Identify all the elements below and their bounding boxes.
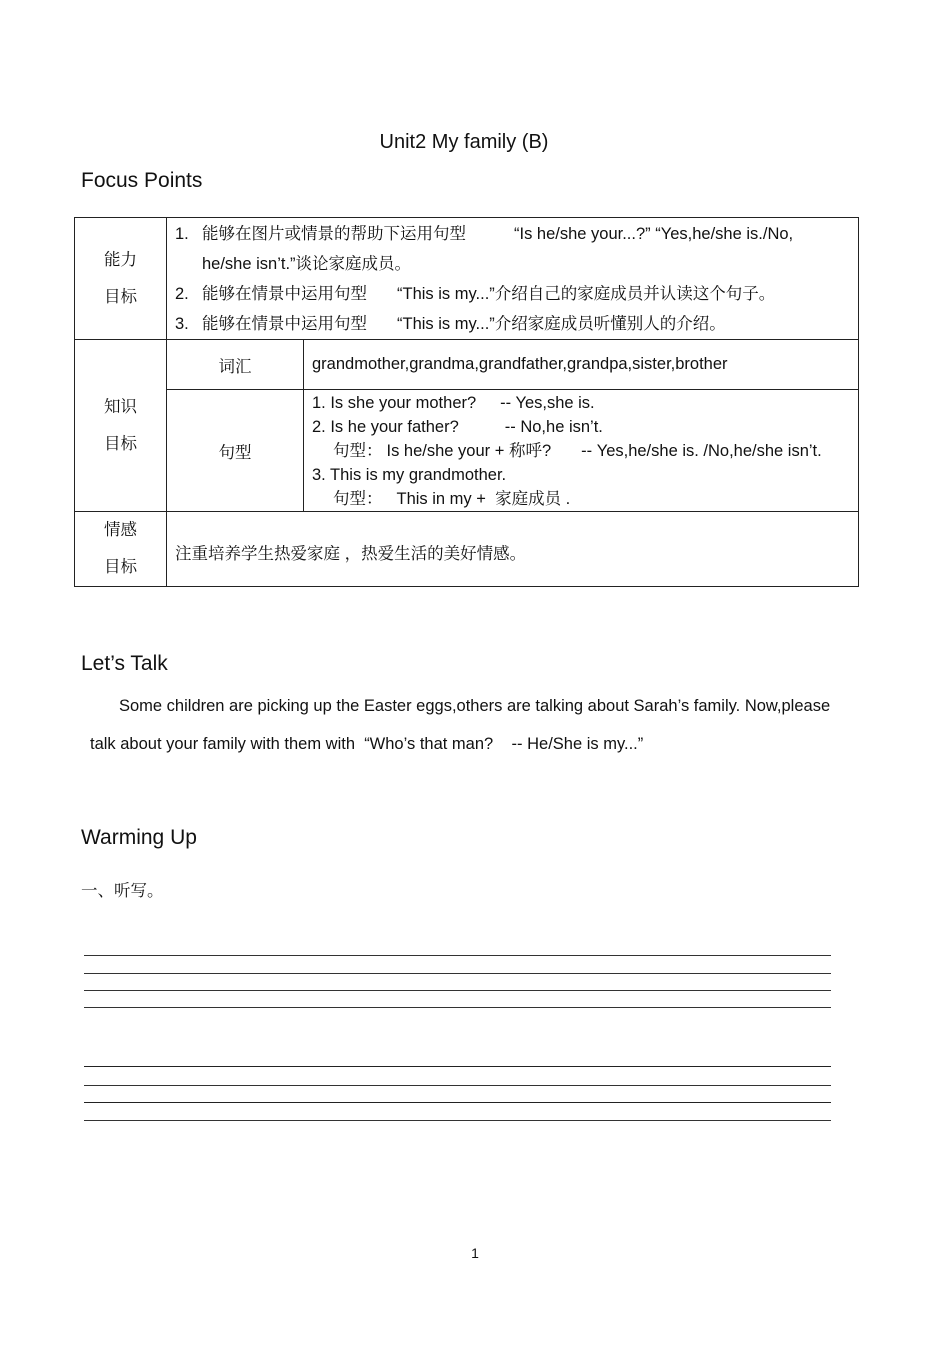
warming-up-heading: Warming Up [81, 826, 197, 849]
sentence-2-pattern-label: 句型： [333, 442, 383, 460]
emotion-text: 注重培养学生热爱家庭 ，热爱生活的美好情感。 [167, 512, 859, 587]
ability-row [75, 218, 859, 340]
knowledge-label-1: 知识 [104, 397, 137, 416]
vocab-label: 词汇 [167, 340, 304, 390]
writing-line [84, 1102, 831, 1103]
ability-item-1-continued: he/she isn’t.”谈论家庭成员。 [202, 254, 412, 273]
knowledge-row-sentences [75, 390, 859, 512]
ability-item-3-number: 3. [175, 314, 189, 333]
ability-item-1 [167, 219, 858, 249]
sentence-2-question: 2. Is he your father? [312, 418, 459, 436]
lets-talk-paragraph [90, 687, 890, 763]
page-title: Unit2 My family (B) [379, 131, 549, 153]
focus-points-heading: Focus Points [81, 169, 203, 192]
ability-label-cell [75, 218, 167, 340]
ability-item-1-text: 能够在图片或情景的帮助下运用句型 [202, 224, 466, 243]
sentence-1-answer: -- Yes,she is. [500, 394, 595, 412]
emotion-label-cell [75, 512, 167, 587]
sentence-2 [304, 415, 858, 439]
ability-item-2-text: 能够在情景中运用句型 [202, 284, 367, 303]
ability-item-3 [167, 309, 858, 339]
sentence-2-pattern [304, 439, 858, 463]
lets-talk-heading: Let’s Talk [81, 652, 168, 675]
writing-line [84, 1007, 831, 1008]
ability-item-2-pattern: “This is my...”介绍自己的家庭成员并认读这个句子。 [397, 284, 776, 303]
dictation-item: 一、听写。 [81, 882, 164, 900]
sentence-2-answer: -- No,he isn’t. [504, 418, 603, 436]
sentence-2-pattern-text: Is he/she your + 称呼? [386, 442, 552, 460]
lets-talk-line-1: Some children are picking up the Easter eggs,others are talking about Sarah’s family. Now,please [119, 697, 831, 715]
focus-points-table [74, 217, 859, 587]
emotion-label-2: 目标 [104, 558, 137, 576]
sentence-3: 3. This is my grandmother. [312, 466, 507, 484]
vocab-text: grandmother,grandma,grandfather,grandpa,sister,brother [304, 340, 859, 390]
ability-item-3-pattern: “This is my...”介绍家庭成员听懂别人的介绍。 [397, 314, 726, 333]
knowledge-row-vocab [75, 340, 859, 390]
page-number: 1 [471, 1245, 479, 1261]
sentence-3-pattern-text: This in my + 家庭成员 . [396, 490, 571, 508]
writing-line [84, 1120, 831, 1121]
writing-line [84, 973, 831, 974]
ability-content-cell [167, 218, 859, 340]
sentence-2-pattern-answer: -- Yes,he/she is. /No,he/she isn’t. [581, 442, 822, 460]
knowledge-label-cell [75, 340, 167, 512]
knowledge-label-2: 目标 [104, 434, 137, 453]
sentence-1-question: 1. Is she your mother? [312, 394, 477, 412]
sentence-3-pattern [304, 487, 858, 511]
writing-line [84, 1085, 831, 1086]
ability-item-2 [167, 279, 858, 309]
ability-label-1: 能力 [104, 250, 137, 269]
writing-line [84, 990, 831, 991]
writing-line [84, 955, 831, 956]
ability-label-2: 目标 [104, 287, 137, 306]
emotion-label-1: 情感 [104, 521, 137, 539]
sentence-1 [304, 391, 858, 415]
emotion-row [75, 512, 859, 587]
ability-item-1-pattern: “Is he/she your...?” “Yes,he/she is./No, [514, 224, 794, 243]
writing-line [84, 1066, 831, 1067]
sentence-label: 句型 [167, 390, 304, 512]
sentence-content-cell [304, 390, 859, 512]
ability-item-3-text: 能够在情景中运用句型 [202, 314, 367, 333]
lets-talk-line-2: talk about your family with them with “Who’s that man? -- He/She is my...” [90, 735, 644, 753]
ability-item-1-number: 1. [175, 224, 189, 243]
ability-item-2-number: 2. [175, 284, 189, 303]
sentence-3-pattern-label: 句型： [333, 490, 383, 508]
